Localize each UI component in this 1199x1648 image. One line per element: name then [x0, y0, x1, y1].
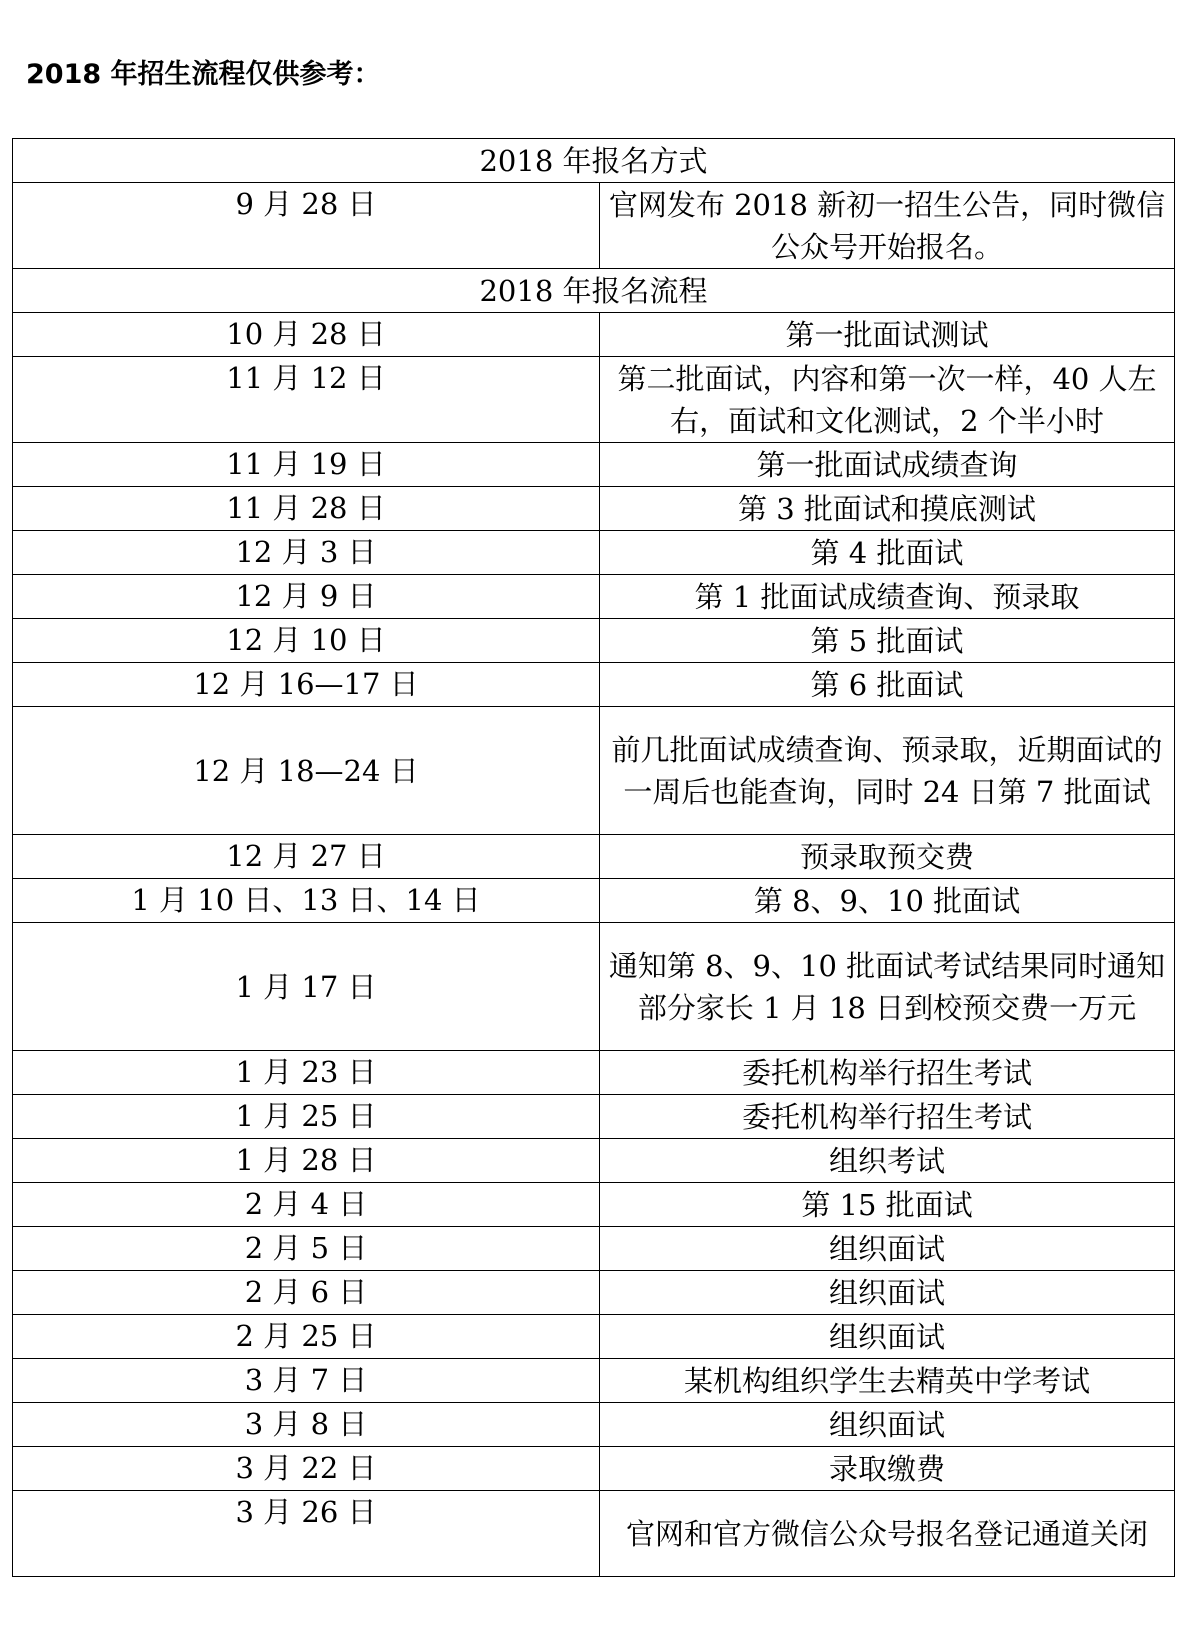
- event-cell: 通知第 8、9、10 批面试考试结果同时通知部分家长 1 月 18 日到校预交费一万元: [600, 923, 1175, 1051]
- date-cell: 9 月 28 日: [13, 183, 600, 269]
- event-cell: 组织考试: [600, 1139, 1175, 1183]
- section-header-row: [13, 139, 1175, 183]
- date-cell: 3 月 7 日: [13, 1359, 600, 1403]
- table-row: [13, 1051, 1175, 1095]
- event-cell: 第 15 批面试: [600, 1183, 1175, 1227]
- document-title: 2018 年招生流程仅供参考：: [26, 59, 381, 90]
- date-cell: 1 月 17 日: [13, 923, 600, 1051]
- date-cell: 12 月 9 日: [13, 575, 600, 619]
- event-cell: 第 3 批面试和摸底测试: [600, 487, 1175, 531]
- table-row: [13, 1359, 1175, 1403]
- table-row: [13, 1315, 1175, 1359]
- event-cell: 官网发布 2018 新初一招生公告，同时微信公众号开始报名。: [600, 183, 1175, 269]
- table-row: [13, 313, 1175, 357]
- date-cell: 3 月 8 日: [13, 1403, 600, 1447]
- table-row: [13, 1183, 1175, 1227]
- table-row: [13, 707, 1175, 835]
- event-cell: 委托机构举行招生考试: [600, 1051, 1175, 1095]
- date-cell: 3 月 26 日: [13, 1491, 600, 1577]
- table-row: [13, 923, 1175, 1051]
- date-cell: 11 月 28 日: [13, 487, 600, 531]
- date-cell: 1 月 25 日: [13, 1095, 600, 1139]
- event-cell: 录取缴费: [600, 1447, 1175, 1491]
- event-cell: 第二批面试，内容和第一次一样，40 人左右，面试和文化测试，2 个半小时: [600, 357, 1175, 443]
- table-row: [13, 443, 1175, 487]
- table-row: [13, 1271, 1175, 1315]
- table-row: [13, 1139, 1175, 1183]
- table-row: [13, 531, 1175, 575]
- event-cell: 第 1 批面试成绩查询、预录取: [600, 575, 1175, 619]
- event-cell: 官网和官方微信公众号报名登记通道关闭: [600, 1491, 1175, 1577]
- event-cell: 组织面试: [600, 1403, 1175, 1447]
- date-cell: 12 月 10 日: [13, 619, 600, 663]
- date-cell: 12 月 18—24 日: [13, 707, 600, 835]
- event-cell: 第 4 批面试: [600, 531, 1175, 575]
- section-header-row: [13, 269, 1175, 313]
- date-cell: 2 月 5 日: [13, 1227, 600, 1271]
- event-cell: 第 5 批面试: [600, 619, 1175, 663]
- date-cell: 11 月 19 日: [13, 443, 600, 487]
- event-cell: 组织面试: [600, 1227, 1175, 1271]
- date-cell: 1 月 28 日: [13, 1139, 600, 1183]
- table-row: [13, 1403, 1175, 1447]
- date-cell: 3 月 22 日: [13, 1447, 600, 1491]
- event-cell: 预录取预交费: [600, 835, 1175, 879]
- date-cell: 11 月 12 日: [13, 357, 600, 443]
- table-row: [13, 879, 1175, 923]
- event-cell: 某机构组织学生去精英中学考试: [600, 1359, 1175, 1403]
- event-cell: 第一批面试测试: [600, 313, 1175, 357]
- table-row: [13, 487, 1175, 531]
- event-cell: 组织面试: [600, 1315, 1175, 1359]
- table-row: [13, 1095, 1175, 1139]
- table-row: [13, 835, 1175, 879]
- date-cell: 12 月 27 日: [13, 835, 600, 879]
- date-cell: 2 月 6 日: [13, 1271, 600, 1315]
- date-cell: 2 月 4 日: [13, 1183, 600, 1227]
- table-row: [13, 1227, 1175, 1271]
- table-row: [13, 663, 1175, 707]
- schedule-table: [12, 138, 1175, 1577]
- event-cell: 第 6 批面试: [600, 663, 1175, 707]
- event-cell: 委托机构举行招生考试: [600, 1095, 1175, 1139]
- table-row: [13, 357, 1175, 443]
- event-cell: 第 8、9、10 批面试: [600, 879, 1175, 923]
- table-row: [13, 183, 1175, 269]
- date-cell: 12 月 3 日: [13, 531, 600, 575]
- date-cell: 10 月 28 日: [13, 313, 600, 357]
- table-row: [13, 575, 1175, 619]
- table-row: [13, 619, 1175, 663]
- section-header: 2018 年报名流程: [13, 269, 1175, 313]
- event-cell: 第一批面试成绩查询: [600, 443, 1175, 487]
- date-cell: 12 月 16—17 日: [13, 663, 600, 707]
- date-cell: 2 月 25 日: [13, 1315, 600, 1359]
- event-cell: 组织面试: [600, 1271, 1175, 1315]
- event-cell: 前几批面试成绩查询、预录取，近期面试的一周后也能查询，同时 24 日第 7 批面试: [600, 707, 1175, 835]
- table-row: [13, 1491, 1175, 1577]
- date-cell: 1 月 23 日: [13, 1051, 600, 1095]
- table-row: [13, 1447, 1175, 1491]
- section-header: 2018 年报名方式: [13, 139, 1175, 183]
- date-cell: 1 月 10 日、13 日、14 日: [13, 879, 600, 923]
